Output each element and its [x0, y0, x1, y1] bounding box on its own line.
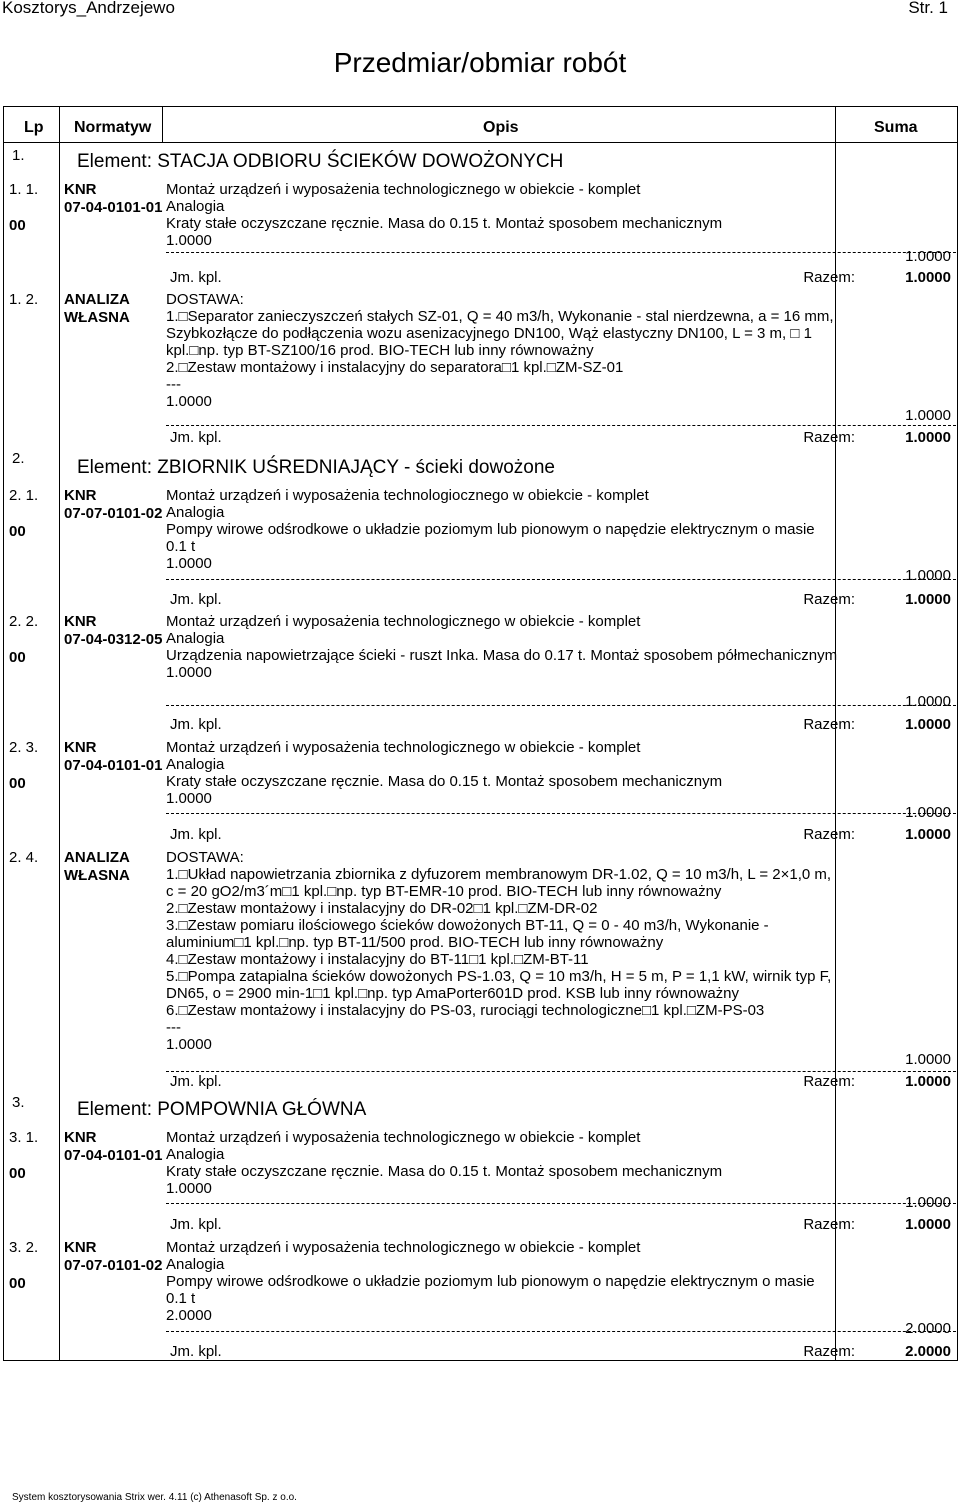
element-number: 3.: [12, 1094, 25, 1111]
description-line: DOSTAWA:: [166, 291, 244, 308]
position-unit: Jm. kpl.: [170, 1216, 222, 1233]
description-line: Montaż urządzeń i wyposażenia technologiocznego w obiekcie - komplet: [166, 487, 649, 504]
razem-label: Razem:: [803, 429, 855, 446]
position-unit: Jm. kpl.: [170, 591, 222, 608]
position-lp: 2. 3.: [9, 739, 39, 756]
position-catalog: KNR: [64, 739, 97, 756]
dashed-separator: [166, 705, 956, 706]
position-code: WŁASNA: [64, 309, 130, 326]
position-description: [166, 181, 838, 249]
description-line: 1.0000: [166, 1036, 212, 1053]
description-line: Analogia: [166, 504, 225, 521]
razem-label: Razem:: [803, 1343, 855, 1360]
position-code-suffix: 00: [9, 775, 26, 792]
razem-value: 1.0000: [905, 826, 951, 843]
description-line: 1.0000: [166, 790, 212, 807]
column-header-opis: Opis: [483, 119, 519, 136]
description-line: DOSTAWA:: [166, 849, 244, 866]
position-lp: 2. 4.: [9, 849, 39, 866]
column-divider: [162, 107, 163, 142]
dashed-separator: [166, 1203, 956, 1204]
position-code: 07-07-0101-02: [64, 505, 163, 522]
razem-value: 1.0000: [905, 1216, 951, 1233]
position-catalog: ANALIZA: [64, 291, 130, 308]
position-code: 07-07-0101-02: [64, 1257, 163, 1274]
description-line: ---: [166, 1019, 181, 1036]
estimate-table: [3, 106, 958, 1361]
element-title: Element: ZBIORNIK UŚREDNIAJĄCY - ścieki dowożone: [77, 457, 555, 478]
position-subtotal: 1.0000: [905, 407, 951, 424]
description-line: Montaż urządzeń i wyposażenia technologicznego w obiekcie - komplet: [166, 1239, 641, 1256]
position-code-suffix: 00: [9, 217, 26, 234]
position-lp: 3. 1.: [9, 1129, 39, 1146]
description-line: Montaż urządzeń i wyposażenia technologicznego w obiekcie - komplet: [166, 181, 641, 198]
position-code-suffix: 00: [9, 1165, 26, 1182]
position-subtotal: 1.0000: [905, 1194, 951, 1211]
position-code: 07-04-0101-01: [64, 199, 163, 216]
position-lp: 1. 1.: [9, 181, 39, 198]
description-line: Analogia: [166, 756, 225, 773]
dashed-separator: [166, 425, 956, 426]
dashed-separator: [166, 813, 956, 814]
razem-value: 1.0000: [905, 591, 951, 608]
description-line: 1.□Separator zanieczyszczeń stałych SZ-01, Q = 40 m3/h, Wykonanie - stal nierdzewna, a = 16 mm, Szybkozłącze do podłączenia wozu asenizacyjnego DN100, Wąż elastyczny DN100, L = 3 m, □ 1 kpl.□np. typ BT-SZ100/16 prod. BIO-TECH lub inny równoważny: [166, 308, 834, 359]
position-code-suffix: 00: [9, 523, 26, 540]
description-line: 1.0000: [166, 393, 212, 410]
software-footer: System kosztorysowania Strix wer. 4.11 (c) Athenasoft Sp. z o.o.: [12, 1492, 297, 1503]
description-line: Analogia: [166, 1146, 225, 1163]
position-description: [166, 487, 838, 572]
position-unit: Jm. kpl.: [170, 1343, 222, 1360]
position-unit: Jm. kpl.: [170, 826, 222, 843]
position-description: [166, 739, 838, 807]
description-line: Kraty stałe oczyszczane ręcznie. Masa do 0.15 t. Montaż sposobem mechanicznym: [166, 773, 723, 790]
razem-label: Razem:: [803, 591, 855, 608]
position-code: 07-04-0312-05: [64, 631, 163, 648]
position-description: [166, 613, 838, 681]
position-subtotal: 1.0000: [905, 248, 951, 265]
description-line: 1.□Układ napowietrzania zbiornika z dyfuzorem membranowym DR-1.02, Q = 10 m3/h, L = 2×1,0 m, c = 20 gO2/m3´m□1 kpl.□np. typ BT-EMR-10 prod. BIO-TECH lub inny równoważny: [166, 866, 832, 900]
position-unit: Jm. kpl.: [170, 429, 222, 446]
razem-value: 2.0000: [905, 1343, 951, 1360]
position-code-suffix: 00: [9, 1275, 26, 1292]
document-name: Kosztorys_Andrzejewo: [2, 0, 175, 17]
column-header-lp: Lp: [24, 119, 44, 136]
razem-label: Razem:: [803, 1073, 855, 1090]
position-subtotal: 1.0000: [905, 693, 951, 710]
razem-label: Razem:: [803, 716, 855, 733]
position-unit: Jm. kpl.: [170, 716, 222, 733]
position-code: 07-04-0101-01: [64, 1147, 163, 1164]
description-line: 6.□Zestaw montażowy i instalacyjny do PS-03, rurociągi technologiczne□1 kpl.□ZM-PS-03: [166, 1002, 765, 1019]
position-unit: Jm. kpl.: [170, 269, 222, 286]
position-lp: 2. 2.: [9, 613, 39, 630]
position-catalog: KNR: [64, 181, 97, 198]
position-catalog: KNR: [64, 487, 97, 504]
position-subtotal: 1.0000: [905, 567, 951, 584]
razem-value: 1.0000: [905, 269, 951, 286]
position-description: [166, 291, 838, 410]
position-description: [166, 1129, 838, 1197]
description-line: Montaż urządzeń i wyposażenia technologicznego w obiekcie - komplet: [166, 613, 641, 630]
description-line: 1.0000: [166, 232, 212, 249]
description-line: 1.0000: [166, 664, 212, 681]
position-code: 07-04-0101-01: [64, 757, 163, 774]
description-line: 2.□Zestaw montażowy i instalacyjny do DR-02□1 kpl.□ZM-DR-02: [166, 900, 598, 917]
description-line: Kraty stałe oczyszczane ręcznie. Masa do 0.15 t. Montaż sposobem mechanicznym: [166, 1163, 723, 1180]
dashed-separator: [166, 579, 956, 580]
description-line: 5.□Pompa zatapialna ścieków dowożonych PS-1.03, Q = 10 m3/h, H = 5 m, P = 1,1 kW, wirnik typ F, DN65, o = 2900 min-1□1 kpl.□np. typ AmaPorter601D prod. KSB lub inny równoważny: [166, 968, 832, 1002]
position-catalog: KNR: [64, 613, 97, 630]
position-description: [166, 1239, 838, 1324]
position-catalog: ANALIZA: [64, 849, 130, 866]
column-divider: [59, 107, 60, 1360]
description-line: 1.0000: [166, 1180, 212, 1197]
description-line: Montaż urządzeń i wyposażenia technologicznego w obiekcie - komplet: [166, 1129, 641, 1146]
position-subtotal: 1.0000: [905, 1051, 951, 1068]
page-title: Przedmiar/obmiar robót: [333, 47, 627, 78]
description-line: Kraty stałe oczyszczane ręcznie. Masa do 0.15 t. Montaż sposobem mechanicznym: [166, 215, 723, 232]
position-lp: 3. 2.: [9, 1239, 39, 1256]
razem-label: Razem:: [803, 826, 855, 843]
position-lp: 1. 2.: [9, 291, 39, 308]
description-line: 1.0000: [166, 555, 212, 572]
razem-value: 1.0000: [905, 716, 951, 733]
position-code: WŁASNA: [64, 867, 130, 884]
dashed-separator: [166, 252, 956, 253]
razem-label: Razem:: [803, 269, 855, 286]
razem-value: 1.0000: [905, 1073, 951, 1090]
description-line: 2.0000: [166, 1307, 212, 1324]
description-line: Pompy wirowe odśrodkowe o układzie poziomym lub pionowym o napędzie elektrycznym o masie 0.1 t: [166, 1273, 815, 1307]
description-line: 2.□Zestaw montażowy i instalacyjny do separatora□1 kpl.□ZM-SZ-01: [166, 359, 624, 376]
position-subtotal: 2.0000: [905, 1320, 951, 1337]
dashed-separator: [166, 1071, 956, 1072]
element-number: 1.: [12, 147, 25, 164]
element-number: 2.: [12, 450, 25, 467]
position-lp: 2. 1.: [9, 487, 39, 504]
position-subtotal: 1.0000: [905, 804, 951, 821]
element-title: Element: STACJA ODBIORU ŚCIEKÓW DOWOŻONYCH: [77, 151, 564, 172]
column-header-normatyw: Normatyw: [74, 119, 152, 136]
description-line: Analogia: [166, 630, 225, 647]
description-line: 4.□Zestaw montażowy i instalacyjny do BT-11□1 kpl.□ZM-BT-11: [166, 951, 589, 968]
header-divider: [4, 142, 957, 143]
description-line: 3.□Zestaw pomiaru ilościowego ścieków dowożonych BT-11, Q = 0 - 40 m3/h, Wykonanie - aluminium□1 kpl.□np. typ BT-11/500 prod. BIO-TECH lub inny równoważny: [166, 917, 769, 951]
position-unit: Jm. kpl.: [170, 1073, 222, 1090]
position-code-suffix: 00: [9, 649, 26, 666]
position-catalog: KNR: [64, 1239, 97, 1256]
column-header-suma: Suma: [874, 119, 918, 136]
dashed-separator: [166, 1331, 956, 1332]
razem-value: 1.0000: [905, 429, 951, 446]
element-title: Element: POMPOWNIA GŁÓWNA: [77, 1099, 367, 1120]
position-catalog: KNR: [64, 1129, 97, 1146]
description-line: Analogia: [166, 1256, 225, 1273]
description-line: Pompy wirowe odśrodkowe o układzie poziomym lub pionowym o napędzie elektrycznym o masie 0.1 t: [166, 521, 815, 555]
description-line: Montaż urządzeń i wyposażenia technologicznego w obiekcie - komplet: [166, 739, 641, 756]
position-description: [166, 849, 838, 1053]
razem-label: Razem:: [803, 1216, 855, 1233]
description-line: Urządzenia napowietrzające ścieki - ruszt Inka. Masa do 0.17 t. Montaż sposobem półmechanicznym: [166, 647, 838, 664]
page-number: Str. 1: [908, 0, 948, 17]
description-line: Analogia: [166, 198, 225, 215]
description-line: ---: [166, 376, 181, 393]
